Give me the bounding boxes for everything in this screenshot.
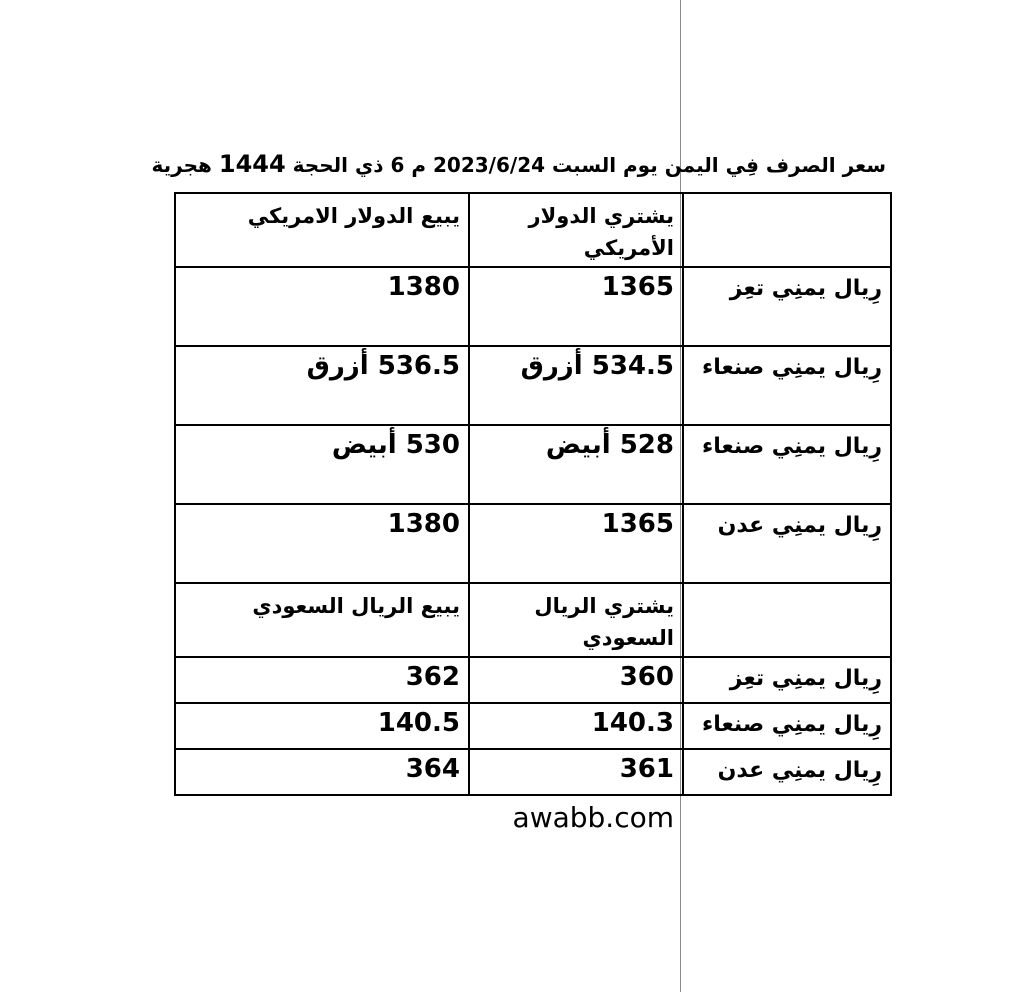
sar-buy-header: يشتري الريال السعودي bbox=[469, 583, 683, 657]
sell-value: 364 bbox=[175, 749, 469, 795]
title-year: 1444 bbox=[218, 150, 286, 178]
sell-value: 362 bbox=[175, 657, 469, 703]
table-row bbox=[175, 425, 891, 504]
buy-value: 361 bbox=[469, 749, 683, 795]
title-prefix: سعر الصرف فِي اليمن يوم السبت 2023/6/24 م 6 ذي الحجة bbox=[292, 153, 886, 177]
usd-header-empty-cell bbox=[683, 193, 891, 267]
usd-header-row bbox=[175, 193, 891, 267]
page-title bbox=[151, 146, 886, 182]
buy-value: 534.5 أزرق bbox=[469, 346, 683, 425]
buy-value: 528 أبيض bbox=[469, 425, 683, 504]
sell-value: 536.5 أزرق bbox=[175, 346, 469, 425]
usd-sell-header: يبيع الدولار الامريكي bbox=[175, 193, 469, 267]
row-label: رِيال يمنِي عدن bbox=[683, 504, 891, 583]
table-row bbox=[175, 703, 891, 749]
table-row bbox=[175, 504, 891, 583]
row-label: رِيال يمنِي صنعاء bbox=[683, 425, 891, 504]
footer-site-url: awabb.com bbox=[512, 801, 674, 834]
sell-value: 1380 bbox=[175, 267, 469, 346]
table-row bbox=[175, 657, 891, 703]
usd-buy-header: يشتري الدولار الأمريكي bbox=[469, 193, 683, 267]
buy-value: 360 bbox=[469, 657, 683, 703]
table-row bbox=[175, 749, 891, 795]
sell-value: 530 أبيض bbox=[175, 425, 469, 504]
row-label: رِيال يمنِي صنعاء bbox=[683, 703, 891, 749]
buy-value: 140.3 bbox=[469, 703, 683, 749]
row-label: رِيال يمنِي صنعاء bbox=[683, 346, 891, 425]
sar-sell-header: يبيع الريال السعودي bbox=[175, 583, 469, 657]
table-row bbox=[175, 346, 891, 425]
buy-value: 1365 bbox=[469, 504, 683, 583]
sar-header-empty-cell bbox=[683, 583, 891, 657]
sell-value: 140.5 bbox=[175, 703, 469, 749]
buy-value: 1365 bbox=[469, 267, 683, 346]
sell-value: 1380 bbox=[175, 504, 469, 583]
sar-header-row bbox=[175, 583, 891, 657]
title-suffix: هجرية bbox=[151, 153, 212, 177]
table-row bbox=[175, 267, 891, 346]
row-label: رِيال يمنِي تعِز bbox=[683, 657, 891, 703]
row-label: رِيال يمنِي تعِز bbox=[683, 267, 891, 346]
exchange-rate-table bbox=[174, 192, 892, 796]
row-label: رِيال يمنِي عدن bbox=[683, 749, 891, 795]
